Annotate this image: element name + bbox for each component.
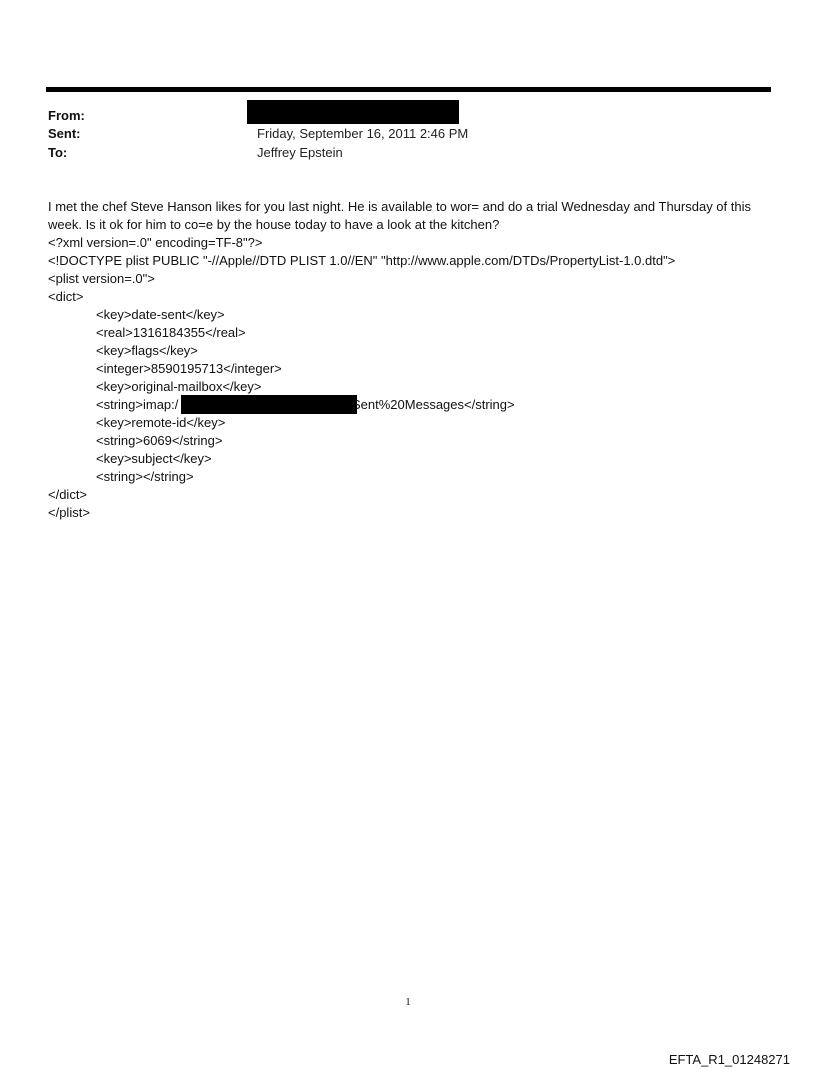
string-imap-start: <string>imap:/ xyxy=(96,397,179,412)
sent-value: Friday, September 16, 2011 2:46 PM xyxy=(257,126,469,141)
key-remote-id: <key>remote-id</key> xyxy=(96,415,226,430)
key-flags: <key>flags</key> xyxy=(96,343,198,358)
to-label: To: xyxy=(48,145,68,160)
to-value: Jeffrey Epstein xyxy=(257,145,343,160)
dict-open: <dict> xyxy=(48,289,84,304)
from-label: From: xyxy=(48,108,85,123)
sent-label: Sent: xyxy=(48,126,81,141)
string-remote-id: <string>6069</string> xyxy=(96,433,223,448)
string-subject: <string></string> xyxy=(96,469,194,484)
header-rule xyxy=(46,87,771,92)
xml-declaration: <?xml version=.0" encoding=TF-8"?> xyxy=(48,235,263,250)
message-paragraph: I met the chef Steve Hanson likes for you last night. He is available to wor= and do a trial Wednesday and Thursday of this week. Is it ok for him to co=e by the house today to have a look at the kitchen? xyxy=(48,199,751,232)
plist-open: <plist version=.0"> xyxy=(48,271,155,286)
page-number: 1 xyxy=(405,996,411,1008)
key-subject: <key>subject</key> xyxy=(96,451,212,466)
real-value: <real>1316184355</real> xyxy=(96,325,246,340)
dict-close: </dict> xyxy=(48,487,88,502)
string-imap-end: Sent%20Messages</string> xyxy=(352,397,515,412)
redacted-imap xyxy=(181,395,357,414)
redacted-from xyxy=(247,100,459,124)
plist-close: </plist> xyxy=(48,505,90,520)
doctype-line: <!DOCTYPE plist PUBLIC "-//Apple//DTD PLIST 1.0//EN" "http://www.apple.com/DTDs/PropertyList-1.0.dtd"> xyxy=(48,253,676,268)
bates-number: EFTA_R1_01248271 xyxy=(668,1052,790,1067)
key-original-mailbox: <key>original-mailbox</key> xyxy=(96,379,262,394)
key-date-sent: <key>date-sent</key> xyxy=(96,307,225,322)
integer-value: <integer>8590195713</integer> xyxy=(96,361,282,376)
